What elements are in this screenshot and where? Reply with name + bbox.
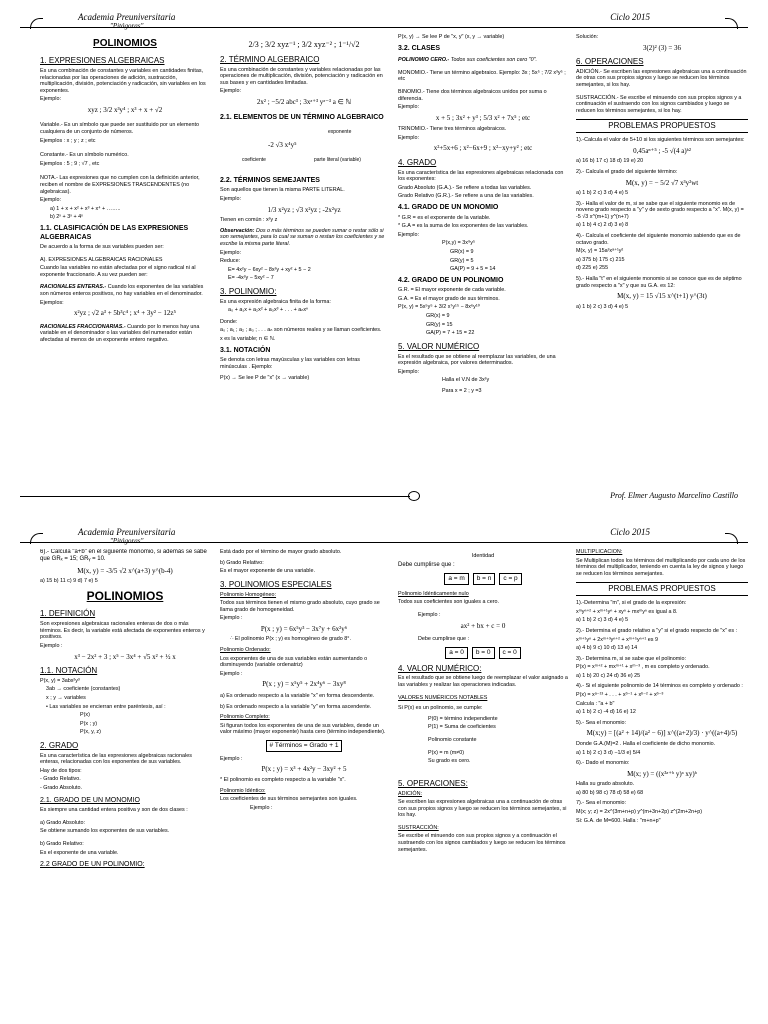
term-diagram xyxy=(220,127,388,173)
paragraph: Es una combinación de constantes y variables relacionadas por las operaciones de multiplicación, división, potenciación y radicación en sus bases y en cantidades limitadas. xyxy=(220,66,383,86)
answer-options: a) 16 b) 17 c) 18 d) 19 e) 20 xyxy=(576,158,644,165)
answer-options: a) 4 b) 9 c) 10 d) 13 e) 14 xyxy=(576,645,638,652)
column-2 xyxy=(220,34,388,504)
paragraph: Es el resultado que se obtiene al reemplazar las variables, de una expresión algebraica, por valores determinados. xyxy=(398,353,556,367)
paragraph: Halla el V.N de 3x²y xyxy=(442,377,490,384)
formula: ax² + bx + c = 0 xyxy=(460,621,506,630)
formula: a₀ + a₁x + a₂x² + a₃x³ + . . . + aₙxⁿ xyxy=(228,307,309,314)
paragraph: Tienen en común : x²y z xyxy=(220,217,278,224)
label: Polinomio Homogéneo: xyxy=(220,591,277,598)
paragraph: Es el exponente de una variable. xyxy=(40,849,119,856)
formula: M(x; y) = ((x³ᵃ⁺ᵇ y)ᵃ xy)ᵇ xyxy=(627,769,697,778)
formula: M(x, y) = 15a²xᵃ⁺¹y² xyxy=(576,248,624,255)
paragraph: G.A. = Es el mayor grado de sus términos. xyxy=(398,295,500,302)
label: Ejemplo: xyxy=(40,197,61,204)
problem-text: 2).- Determina el grado relativo a "y" si el grado respecto de "x" es : xyxy=(576,627,738,634)
formula: b) 2ˣ + 3ˣ + 4ˣ xyxy=(50,214,83,221)
formula: xyz ; 3/2 x³y⁴ ; x³ + x + √2 xyxy=(87,105,163,114)
paragraph: Cuando las variables no están afectadas por el signo radical ni al exponente fraccionario. A su vez pueden ser: xyxy=(40,265,196,278)
heading: 1.1. NOTACIÓN xyxy=(40,666,98,676)
label: Debe cumplirse que : xyxy=(398,561,455,568)
formula: P(x) = m (m≠0) xyxy=(428,749,465,756)
formula: P(x ; y) = 6x⁵y³ − 3x⁷y + 6x²y⁶ xyxy=(260,624,348,633)
answer-options: a) 1 b) 2 c) 3 d) −1/3 e) 5/4 xyxy=(576,749,641,756)
page-1 xyxy=(0,0,768,505)
heading: 2.2. TÉRMINOS SEMEJANTES xyxy=(220,176,320,184)
paragraph: Se obtiene sumando los exponentes de sus variables. xyxy=(40,828,170,835)
paragraph: a) Es ordenado respecto a la variable "x" en forma descendente. xyxy=(220,692,375,699)
heading: A). EXPRESIONES ALGEBRAICAS RACIONALES xyxy=(40,256,163,263)
paragraph: • Las variables se encierran entre paréntesis, así : xyxy=(46,703,166,710)
paragraph: Es una característica de las expresiones algebraicas relacionada con los exponentes: xyxy=(398,169,564,183)
paragraph: * G.A = es la suma de los exponentes de las variables. xyxy=(398,223,529,230)
column-3 xyxy=(398,549,568,1019)
formula: E= -4x²y − 5xy² − 7 xyxy=(228,275,274,282)
heading: 3. POLINOMIO: xyxy=(220,286,277,296)
label: Ejemplo: xyxy=(40,96,61,103)
heading: 2. GRADO xyxy=(40,740,79,750)
paragraph: Todos sus coeficientes son iguales a cero. xyxy=(398,599,499,606)
paragraph: Ejemplos : 5 ; 9 ; √7 , etc xyxy=(40,160,100,167)
label: a) Grado Absoluto: xyxy=(40,819,85,826)
problem-text: 4).- Calcula el coeficiente del siguiente monomio sabiendo que es de octavo grado. xyxy=(576,233,741,246)
column-2 xyxy=(220,549,388,1019)
heading: 3. POLINOMIOS ESPECIALES xyxy=(220,579,332,589)
condition-box: c = p xyxy=(499,573,521,585)
formula: P(x, y) → Se lee P de "x, y" (x, y → variable) xyxy=(398,34,505,40)
diagram-term: -2 √3 x⁴y⁵ xyxy=(268,140,297,149)
answer-options: a) 1 b) 4 c) 2 d) 3 e) 8 xyxy=(576,222,629,229)
paragraph: Su grado es cero. xyxy=(428,758,471,765)
formula: 3(2)² (3) = 36 xyxy=(642,43,682,52)
formula: x²+5x+6 ; x²−6x+9 ; x²−xy+y² ; etc xyxy=(433,144,533,153)
heading: 2.2 GRADO DE UN POLINOMIO: xyxy=(40,861,145,869)
section-title: POLINOMIOS xyxy=(93,38,157,49)
problem-text: 6).- Calcula "a+b" en el siguiente monomio, si además se sabe que GRₓ = 15; GRᵧ = 10. xyxy=(40,549,207,563)
paragraph: Es el resultado que se obtiene luego de reemplazar el valor asignado a las variables y realizar las operaciones indicadas. xyxy=(398,675,568,688)
answer-options: d) 225 e) 255 xyxy=(576,265,609,272)
author-footer: Prof. Elmer Augusto Marcelino Castillo xyxy=(610,491,738,501)
heading: 1. EXPRESIONES ALGEBRAICAS xyxy=(40,56,165,66)
paragraph: SUSTRACCIÓN.- Se escribe el minuendo con sus propios signos y a continuación el sustraendo con los signos cambiados y luego se reducen los términos semejantes, si los hay. xyxy=(576,94,742,114)
heading: 2. TÉRMINO ALGEBRAICO xyxy=(220,54,320,64)
formula: P(x ; y) = x⁵y⁵ + 2x⁴y⁶ − 3xy⁸ xyxy=(262,680,346,689)
label: Polinomio Ordenado: xyxy=(220,647,271,654)
problem-text: 5).- Halla "t" en el siguiente monomio si se conoce que es de séptimo grado respecto a "x" y que su G.A. es 12: xyxy=(576,275,742,289)
paragraph: MONOMIO.- Tiene un término algebraico. Ejemplo: 3x ; 5x⁵ ; 7/2 x³y⁵ ; etc xyxy=(398,69,566,83)
paragraph: Cuando por lo menos hay una variable en el denominador o las variables del numerador están afectadas al menos de un exponente entero negativo. xyxy=(40,323,200,343)
paragraph: Para x = 2 ; y =3 xyxy=(442,387,482,394)
label: Ejemplo: xyxy=(220,88,241,95)
formula: P(x, y, z) xyxy=(80,729,101,736)
formula: P(x) xyxy=(80,712,90,719)
header-rule xyxy=(20,27,748,28)
label: Polinomio constante xyxy=(428,736,477,743)
label: Ejemplo : xyxy=(220,670,243,677)
cycle-label: Ciclo 2015 xyxy=(610,527,650,537)
column-4 xyxy=(576,34,748,504)
label: VALORES NUMÉRICOS NOTABLES xyxy=(398,694,488,701)
paragraph: Variable.- Es un símbolo que puede ser sustituido por un elemento cualquiera de un conjunto de números. xyxy=(40,122,200,136)
paragraph: Es una combinación de constantes y variables en cantidades finitas, relacionadas por las operaciones de adición, sustracción, multiplicación, división, potenciación y radicación, sin variables en los exponentes. xyxy=(40,67,206,94)
paragraph: Es el mayor exponente de una variable. xyxy=(220,568,315,575)
formula: GR(x) = 9 xyxy=(426,313,450,320)
footer-ornament xyxy=(408,491,420,501)
condition-box: a = m xyxy=(444,573,468,585)
paragraph: Los exponentes de una de sus variables están aumentando o disminuyendo (variable ordenatriz) xyxy=(220,655,368,669)
condition-box: b = n xyxy=(473,573,496,585)
formula: P(x) = xᵐ⁺² + mxᵐ⁺¹ + xᵐ⁻³ , m es completo y ordenado. xyxy=(576,664,710,671)
problems-heading: PROBLEMAS PROPUESTOS xyxy=(576,582,748,596)
paragraph: * El polinomio es completo respecto a la variable "x". xyxy=(220,776,346,783)
label: Ejemplos: xyxy=(40,299,64,306)
label: Ejemplo: xyxy=(220,196,241,203)
label: b) Grado Relativo: xyxy=(40,840,84,847)
formula: M(x; y; z) = 2x^(3m+n+p) y^(m+3n+2p) z^(2m+2n+p) xyxy=(576,809,703,816)
page-header xyxy=(0,12,768,28)
paragraph: Es siempre una cantidad entera positiva y son de dos clases : xyxy=(40,807,188,814)
paragraph: Grado Absoluto (G.A.).- Se refiere a todas las variables. xyxy=(398,184,532,191)
condition-box: b = 0 xyxy=(472,647,495,659)
paragraph: Se denota con letras mayúsculas y las variables con letras minúsculas . Ejemplo: xyxy=(220,357,360,370)
paragraph: Si: G.A. de M=600. Halla : "m+n+p" xyxy=(576,817,661,824)
label: ADICIÓN: xyxy=(398,790,422,797)
formula: x³ − 2x² + 3 ; x⁵ − 3x⁴ + √5 x² + ½ x xyxy=(74,652,176,661)
formula: xᵐ⁺¹yⁿ + 2xᵐ⁺³yⁿ⁺² + xᵐ⁺⁵yⁿ⁺¹ es 9 xyxy=(576,636,658,643)
formula: xᵐyⁿ⁺² + xᵐ⁺¹yⁿ + xyⁿ + mxᵐyⁿ es igual a 8. xyxy=(576,608,678,615)
answer-options: a) 80 b) 98 c) 78 d) 58 e) 68 xyxy=(576,789,644,796)
formula: GA(P) = 9 + 5 = 14 xyxy=(450,266,496,273)
header-rule xyxy=(20,542,748,543)
paragraph: Es una expresión algebraica finita de la forma: xyxy=(220,298,331,305)
label: Donde: xyxy=(220,318,238,325)
label: Ejemplo : xyxy=(220,615,243,622)
label: Ejemplo: xyxy=(398,231,419,238)
formula: E= 4x²y − 6xy² − 8x²y + xy² + 5 − 2 xyxy=(228,266,311,273)
paragraph: Halla su grado absoluto. xyxy=(576,781,635,788)
formula: a) 1 + x + x² + x³ + x⁴ + …….. xyxy=(50,205,121,212)
formula: GR(x) = 9 xyxy=(450,248,474,255)
label: RACIONALES FRACCIONARIAS.- xyxy=(40,323,126,330)
heading: 4.1. GRADO DE UN MONOMIO xyxy=(398,204,499,212)
formula: GR(y) = 5 xyxy=(450,257,474,264)
paragraph: Los coeficientes de sus términos semejantes son iguales. xyxy=(220,796,358,803)
problem-text: 3).- Determina m, si se sabe que el polinomio: xyxy=(576,655,686,662)
paragraph: ∴ El polinomio P(x ; y) es homogéneo de grado 8°. xyxy=(230,636,351,643)
problem-text: 6).- Dado el monomio: xyxy=(576,760,630,767)
heading: 2.1. ELEMENTOS DE UN TÉRMINO ALGEBRAICO xyxy=(220,114,384,122)
column-3 xyxy=(398,34,568,504)
paragraph: Todos sus términos tienen el mismo grado absoluto, cuyo grado se llama grado de homogeneidad. xyxy=(220,600,380,613)
heading: 4. VALOR NUMÉRICO: xyxy=(398,663,482,673)
heading: 1.1. CLASIFICACIÓN DE LAS EXPRESIONES ALGEBRAICAS xyxy=(40,224,189,241)
column-1 xyxy=(40,549,210,1019)
paragraph: Es una característica de las expresiones algebraicas racionales enteras, relacionadas con los exponentes de sus variables. xyxy=(40,752,192,766)
paragraph: Donde G.A.(M)=2 . Halla el coeficiente de dicho monomio. xyxy=(576,740,716,747)
label: Solución: xyxy=(576,34,599,40)
paragraph: - Grado Absoluto. xyxy=(40,785,82,792)
cycle-label: Ciclo 2015 xyxy=(610,12,650,22)
condition-box: c = 0 xyxy=(499,647,521,659)
formula: x²yz ; √2 a³ + 5b³c⁴ ; x⁴ + 3y² − 12z⁵ xyxy=(74,309,176,318)
paragraph: Calcula : "a + b" xyxy=(576,700,615,707)
condition-box: a = 0 xyxy=(445,647,468,659)
label: Ejemplo: xyxy=(398,134,419,141)
formula: x + 5 ; 3x² + y³ ; 5/3 x² + 7x⁵ ; etc xyxy=(435,113,531,122)
problem-text: 4).- Si el siguiente polinomio de 14 términos es completo y ordenado : xyxy=(576,683,743,690)
label: Polinomio Idénticamente nulo xyxy=(398,590,469,597)
problems-heading: PROBLEMAS PROPUESTOS xyxy=(576,119,748,133)
problem-text: 2).- Calcula el grado del siguiente término: xyxy=(576,168,678,175)
answer-options: a) 1 b) 2 c) 3 d) 4 e) 5 xyxy=(576,303,629,310)
answer-options: a) 1 b) 2 c) 3 d) 4 e) 5 xyxy=(576,617,629,624)
section-title: POLINOMIOS xyxy=(86,588,164,603)
label: Observación: xyxy=(220,227,255,234)
diagram-label-coefficient: coeficiente xyxy=(242,156,266,163)
formula: P(x) → Se lee P de "x" (x → variable) xyxy=(220,375,310,382)
label: MULTIPLICACIÓN: xyxy=(576,549,623,555)
heading: 2.1. GRADO DE UN MONOMIO xyxy=(40,796,140,804)
paragraph: b) Es ordenado respecto a la variable "y" en forma ascendente. xyxy=(220,703,372,710)
formula: 2/3 ; 3/2 xyz⁻¹ ; 3/2 xyz⁻² ; 1⁻¹/√2 xyxy=(248,40,360,49)
formula: P(0) = término independiente xyxy=(428,715,498,722)
answer-options: a) 15 b) 11 c) 9 d) 7 e) 5 xyxy=(40,578,98,585)
paragraph: Todos sus coeficientes son cero "0". xyxy=(450,57,538,64)
paragraph: Son expresiones algebraicas racionales enteras de dos o más términos. Es decir, la variable está afectada de exponentes enteros y positivos. xyxy=(40,621,205,641)
heading: 3.1. NOTACIÓN xyxy=(220,346,271,354)
footer-rule xyxy=(20,496,410,497)
formula: M(x, y) = 15 √15 x^(t+1) y^(3t) xyxy=(617,292,707,301)
label: RACIONALES ENTERAS.- xyxy=(40,284,107,291)
heading: 3.2. CLASES xyxy=(398,44,441,52)
answer-options: a) 375 b) 175 c) 215 xyxy=(576,256,625,263)
formula: P(x,y) = 3x⁹y⁵ xyxy=(442,240,476,247)
heading: 5. OPERACIONES: xyxy=(398,778,468,788)
label: Ejemplo: xyxy=(398,104,419,111)
formula: P(1) = Suma de coeficientes xyxy=(428,724,496,731)
formula: 0,45aⁿ⁺⁵ ; -5 √(4 a)ᵇ² xyxy=(633,146,691,155)
paragraph: 3ab → coeficiente (constantes) xyxy=(46,686,121,693)
paragraph: Si figuran todos los exponentes de una de sus variables, desde un valor máximo (mayor exponente) hasta cero (término independiente). xyxy=(220,722,386,736)
paragraph: Grado Relativo (G.R.).- Se refiere a una de las variables. xyxy=(398,193,534,200)
paragraph: BINOMIO.- Tiene dos términos algebraicos unidos por suma o diferencia. xyxy=(398,88,547,102)
paragraph: Se escribe el minuendo con sus propios signos y a continuación el sustraendo con los signos cambiados y luego se reducen los términos semejantes. xyxy=(398,833,566,853)
paragraph: Se Multiplican todos los términos del multiplicando por cada uno de los términos del multiplicador, teniendo en cuenta la ley de signos y luego se reducen los términos semejantes. xyxy=(576,557,746,577)
academy-name: Academia Preuniversitaria "Pitágoras" xyxy=(78,527,176,545)
page-header xyxy=(0,527,768,543)
column-4 xyxy=(576,549,748,1019)
paragraph: G.R. = El mayor exponente de cada variable. xyxy=(398,287,506,294)
problem-text: 5).- Sea el monomio: xyxy=(576,719,627,726)
label: SUSTRACCIÓN: xyxy=(398,824,439,831)
paragraph: ADICIÓN.- Se escriben las expresiones algebraicas una a continuación de otras con sus propios signos y luego se reducen los términos semejantes, si los hay. xyxy=(576,68,747,89)
paragraph: * G.R = es el exponente de la variable. xyxy=(398,214,491,221)
label: Ejemplo: xyxy=(398,368,419,375)
formula: M(x, y) = − 5/2 √7 x³y²wt xyxy=(625,178,699,187)
heading: 6. OPERACIONES xyxy=(576,57,644,67)
label: Identidad xyxy=(471,553,495,559)
label: Ejemplo : xyxy=(220,755,243,762)
formula: P(x ; y) = x³ + 4x²y − 3xy² + 5 xyxy=(261,765,347,774)
academy-name: Academia Preuniversitaria "Pitágoras" xyxy=(78,12,176,30)
paragraph: Hay de dos tipos: xyxy=(40,767,82,774)
answer-options: a) 1 b) 20 c) 24 d) 36 e) 25 xyxy=(576,672,641,679)
formula: P(x, y) = 3abx²y³ xyxy=(40,677,80,684)
paragraph: Si P(x) es un polinomio, se cumple: xyxy=(398,705,483,712)
answer-options: a) 1 b) 2 c) 3 d) 4 e) 5 xyxy=(576,190,629,197)
formula: M(x;y) = [(a² + 14)/(a² − 6)] x^((a+2)/3) · y^((a+4)/5) xyxy=(586,729,738,738)
heading: 5. VALOR NUMÉRICO xyxy=(398,341,480,351)
formula: 2x² ; −5/2 abc³ ; 3xᵃ⁺³ yᵃ⁻³ a ∈ ℕ xyxy=(256,97,352,106)
label: Ejemplo : xyxy=(40,642,63,649)
formula: GR(y) = 15 xyxy=(426,321,453,328)
paragraph: Constante.- Es un símbolo numérico. xyxy=(40,152,129,159)
formula: P(x ; y) xyxy=(80,720,98,727)
label: Debe cumplirse que : xyxy=(418,636,469,643)
paragraph: De acuerdo a la forma de sus variables pueden ser: xyxy=(40,244,164,251)
paragraph: Dos o más términos se pueden sumar o restar sólo si son semejantes, para lo cual se suman o restan los coeficientes y se escribe la misma parte literal. xyxy=(220,227,385,247)
heading: 4. GRADO xyxy=(398,157,437,167)
problem-text: 1).-Calcula el valor de 5+10 si los siguientes términos son semejantes: xyxy=(576,137,745,144)
problem-text: 3).- Halla el valor de m, si se sabe que el siguiente monomio es de noveno grado respecto a "y" y de sexto grado respecto a "x". M(x, y) = -5 √3 x^(m+1) y^(n+7) xyxy=(576,200,744,220)
paragraph: a₀ ; a₁ ; a₂ ; a₃ ; . . . aₙ son números reales y se llaman coeficientes. xyxy=(220,327,382,334)
formula-box: # Términos = Grado + 1 xyxy=(266,740,343,752)
label: Reduce: xyxy=(220,258,241,265)
label: b) Grado Relativo: xyxy=(220,559,264,566)
label: Ejemplo : xyxy=(250,804,273,811)
label: Ejemplo : xyxy=(418,612,441,619)
note: NOTA.- Las expresiones que no cumplen con la definición anterior, reciben el nombre de EXPRESIONES TRASCENDENTES (no algebraicas). xyxy=(40,175,200,195)
paragraph: x ; y → variables xyxy=(46,694,86,701)
formula: P(x, y) = 5x⁵y⁵ + 3/2 x⁷y¹⁵ − 8x⁶y¹⁰ xyxy=(398,304,480,311)
answer-options: a) 1 b) 2 c) -4 d) 16 e) 12 xyxy=(576,709,636,716)
paragraph: Son aquellos que tienen la misma PARTE LITERAL. xyxy=(220,187,345,194)
formula: GA(P) = 7 + 15 = 22 xyxy=(426,330,475,337)
formula: P(x) = xᵃ⁻¹³ + . . . + xᵇ⁻¹ + xᵇ⁻² + xᵇ⁻³ xyxy=(576,692,664,699)
heading: 1. DEFINICIÓN xyxy=(40,609,96,619)
column-1 xyxy=(40,34,210,504)
paragraph: x es la variable; n ∈ ℕ. xyxy=(220,336,276,343)
diagram-label-literal: parte literal (variable) xyxy=(314,156,361,163)
problem-text: 7).- Sea el monomio: xyxy=(576,800,627,807)
label: Ejemplo: xyxy=(220,249,241,256)
label: Polinomio Idéntico: xyxy=(220,787,266,794)
problem-text: 1).-Determina "m", si el grado de la expresión: xyxy=(576,600,687,607)
paragraph: Está dado por el término de mayor grado absoluto. xyxy=(220,549,342,555)
paragraph: TRINOMIO.- Tiene tres términos algebraicos. xyxy=(398,126,507,133)
label: POLINOMIO CERO.- xyxy=(398,57,450,64)
paragraph: Cuando los exponentes de las variables son números enteros positivos, no hay variables en el denominador. xyxy=(40,284,204,297)
formula: M(x, y) = -3/5 √2 x^(a+3) y^(b-4) xyxy=(77,566,173,575)
paragraph: Se escriben las expresiones algebraicas una a continuación de otras con sus propios signos y luego se reducen los términos semejantes, si los hay. xyxy=(398,799,567,819)
paragraph: Ejemplos : x ; y ; z ; etc xyxy=(40,137,96,144)
heading: 4.2. GRADO DE UN POLINOMIO xyxy=(398,276,504,284)
diagram-label-exponent: exponente xyxy=(328,128,352,135)
label: Polinomio Completo: xyxy=(220,714,270,721)
paragraph: - Grado Relativo. xyxy=(40,776,81,783)
page-2 xyxy=(0,515,768,1020)
formula: 1/3 x²yz ; √3 x²yz ; -2x²yz xyxy=(267,205,341,214)
